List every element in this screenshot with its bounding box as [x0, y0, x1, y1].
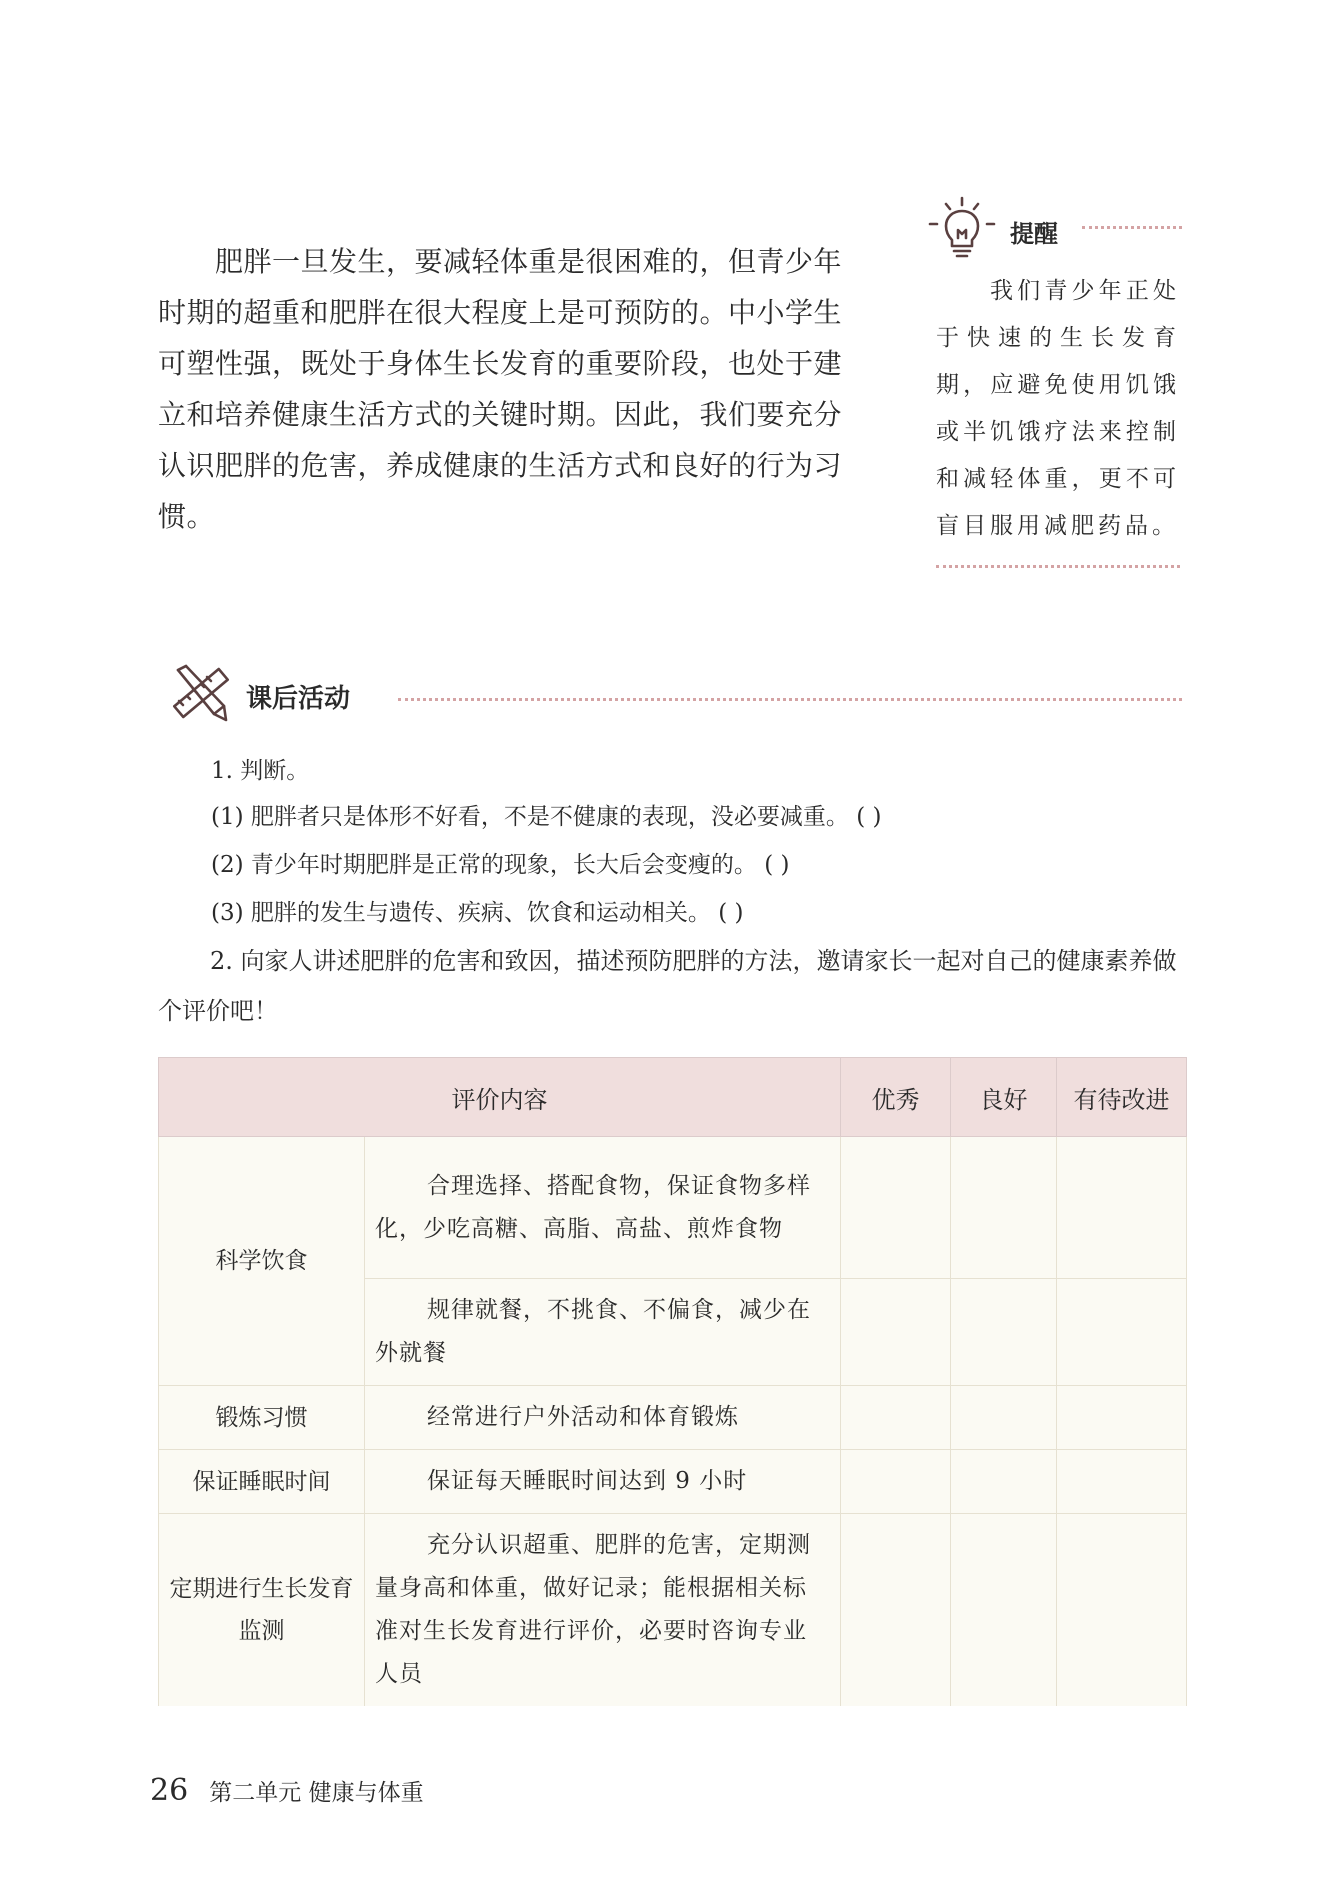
table-header-row [159, 1058, 1187, 1137]
category-cell: 定期进行生长发育监测 [159, 1514, 365, 1707]
header-needs-improvement: 有待改进 [1057, 1058, 1187, 1137]
rating-cell[interactable] [951, 1386, 1057, 1450]
rating-cell[interactable] [1057, 1386, 1187, 1450]
header-good: 良好 [951, 1058, 1057, 1137]
question-1-title: 1. 判断。 [211, 758, 310, 784]
question-2: 2. 向家人讲述肥胖的危害和致因，描述预防肥胖的方法，邀请家长一起对自己的健康素养做个评价吧！ [158, 947, 1177, 1025]
rating-cell[interactable] [841, 1450, 951, 1514]
table-row [159, 1450, 1187, 1514]
activity-title: 课后活动 [246, 684, 351, 714]
item-cell: 经常进行户外活动和体育锻炼 [365, 1386, 841, 1450]
rating-cell[interactable] [841, 1386, 951, 1450]
rating-cell[interactable] [841, 1279, 951, 1386]
question-1-item: (3) 肥胖的发生与遗传、疾病、饮食和运动相关。 ( ) [211, 900, 744, 926]
tip-title: 提醒 [1010, 220, 1058, 248]
item-cell: 保证每天睡眠时间达到 9 小时 [365, 1450, 841, 1514]
table-row [159, 1514, 1187, 1707]
tip-dotted-line [1082, 226, 1182, 229]
rating-cell[interactable] [1057, 1137, 1187, 1279]
item-cell: 规律就餐，不挑食、不偏食，减少在外就餐 [365, 1279, 841, 1386]
unit-title: 第二单元 健康与体重 [209, 1780, 424, 1806]
rating-cell[interactable] [951, 1514, 1057, 1707]
activity-dotted-line [398, 698, 1182, 701]
table-row [159, 1137, 1187, 1279]
question-1-item: (2) 青少年时期肥胖是正常的现象，长大后会变瘦的。 ( ) [211, 852, 790, 878]
tip-bottom-divider [936, 565, 1180, 568]
evaluation-table [158, 1057, 1187, 1706]
item-cell: 充分认识超重、肥胖的危害，定期测量身高和体重，做好记录；能根据相关标准对生长发育进行评价，必要时咨询专业人员 [365, 1514, 841, 1707]
main-paragraph: 肥胖一旦发生，要减轻体重是很困难的，但青少年时期的超重和肥胖在很大程度上是可预防的。中小学生可塑性强，既处于身体生长发育的重要阶段，也处于建立和培养健康生活方式的关键时期。因此，我们要充分认识肥胖的危害，养成健康的生活方式和良好的行为习惯。 [158, 245, 843, 533]
pencil-ruler-icon [166, 662, 236, 726]
rating-cell[interactable] [841, 1137, 951, 1279]
rating-cell[interactable] [951, 1137, 1057, 1279]
table-row [159, 1386, 1187, 1450]
page-footer [150, 1773, 424, 1808]
activity-header [166, 662, 1182, 730]
question-1-item: (1) 肥胖者只是体形不好看，不是不健康的表现，没必要减重。 ( ) [211, 804, 882, 830]
rating-cell[interactable] [1057, 1450, 1187, 1514]
header-excellent: 优秀 [841, 1058, 951, 1137]
tip-header [924, 196, 1184, 256]
rating-cell[interactable] [1057, 1279, 1187, 1386]
category-cell: 科学饮食 [159, 1137, 365, 1386]
category-cell: 保证睡眠时间 [159, 1450, 365, 1514]
rating-cell[interactable] [951, 1279, 1057, 1386]
rating-cell[interactable] [841, 1514, 951, 1707]
header-content: 评价内容 [159, 1058, 841, 1137]
tip-body: 我们青少年正处于快速的生长发育期，应避免使用饥饿或半饥饿疗法来控制和减轻体重，更不可盲目服用减肥药品。 [936, 278, 1180, 539]
rating-cell[interactable] [951, 1450, 1057, 1514]
lightbulb-icon [924, 196, 1000, 260]
page-number: 26 [150, 1773, 189, 1808]
category-cell: 锻炼习惯 [159, 1386, 365, 1450]
item-cell: 合理选择、搭配食物，保证食物多样化，少吃高糖、高脂、高盐、煎炸食物 [365, 1137, 841, 1279]
rating-cell[interactable] [1057, 1514, 1187, 1707]
